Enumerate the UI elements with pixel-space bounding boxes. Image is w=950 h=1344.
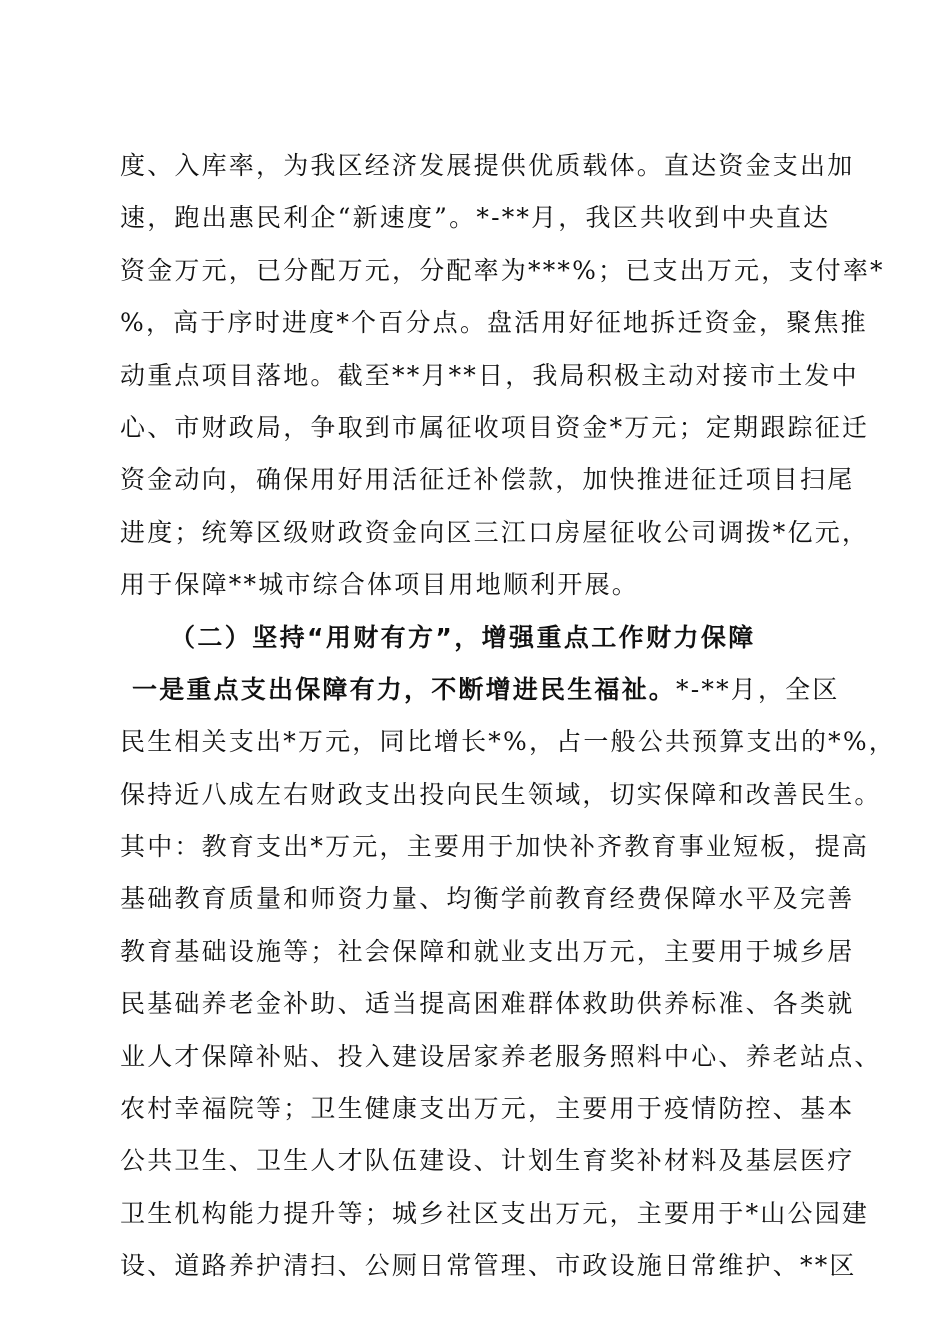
paragraph-first-line xyxy=(120,664,840,716)
section-heading: （二）坚持“用财有方”，增强重点工作财力保障 xyxy=(170,622,756,652)
text-line: 度、入库率，为我区经济发展提供优质载体。直达资金支出加 xyxy=(120,151,855,180)
text-line: 动重点项目落地。截至**月**日，我局积极主动对接市土发中 xyxy=(120,360,859,390)
text-line: 其中：教育支出*万元，主要用于加快补齐教育事业短板，提高 xyxy=(120,832,870,862)
text-line: 资金万元，已分配万元，分配率为***%；已支出万元，支付率* xyxy=(120,255,885,285)
text-line: 民生相关支出*万元，同比增长*%，占一般公共预算支出的*%， xyxy=(120,727,897,757)
paragraph-lead: 一是重点支出保障有力，不断增进民生福祉。 xyxy=(132,674,677,704)
text-line: 教育基础设施等；社会保障和就业支出万元，主要用于城乡居 xyxy=(120,936,855,966)
text-line: 卫生机构能力提升等；城乡社区支出万元，主要用于*山公园建 xyxy=(120,1198,870,1228)
text-line: 农村幸福院等；卫生健康支出万元，主要用于疫情防控、基本 xyxy=(120,1094,855,1124)
text-line: 基础教育质量和师资力量、均衡学前教育经费保障水平及完善 xyxy=(120,884,855,914)
text-line: 心、市财政局，争取到市属征收项目资金*万元；定期跟踪征迁 xyxy=(120,412,870,442)
text-line: %，高于序时进度*个百分点。盘活用好征地拆迁资金，聚焦推 xyxy=(120,308,868,338)
text-line: 保持近八成左右财政支出投向民生领域，切实保障和改善民生。 xyxy=(120,779,882,809)
text-line: 业人才保障补贴、投入建设居家养老服务照料中心、养老站点、 xyxy=(120,1041,882,1071)
text-line: 公共卫生、卫生人才队伍建设、计划生育奖补材料及基层医疗 xyxy=(120,1146,855,1176)
text-line: 用于保障**城市综合体项目用地顺利开展。 xyxy=(120,570,640,600)
text-line: 进度；统筹区级财政资金向区三江口房屋征收公司调拨*亿元， xyxy=(120,517,870,547)
text-line: 民基础养老金补助、适当提高困难群体救助供养标准、各类就 xyxy=(120,989,855,1019)
text-line: 设、道路养护清扫、公厕日常管理、市政设施日常维护、**区 xyxy=(120,1251,857,1281)
body-text xyxy=(120,140,897,1293)
text-line: 速，跑出惠民利企“新速度”。*-**月，我区共收到中央直达 xyxy=(120,203,831,233)
text-line: 资金动向，确保用好用活征迁补偿款，加快推进征迁项目扫尾 xyxy=(120,465,855,495)
paragraph-lead-rest: *-**月，全区 xyxy=(676,674,840,704)
